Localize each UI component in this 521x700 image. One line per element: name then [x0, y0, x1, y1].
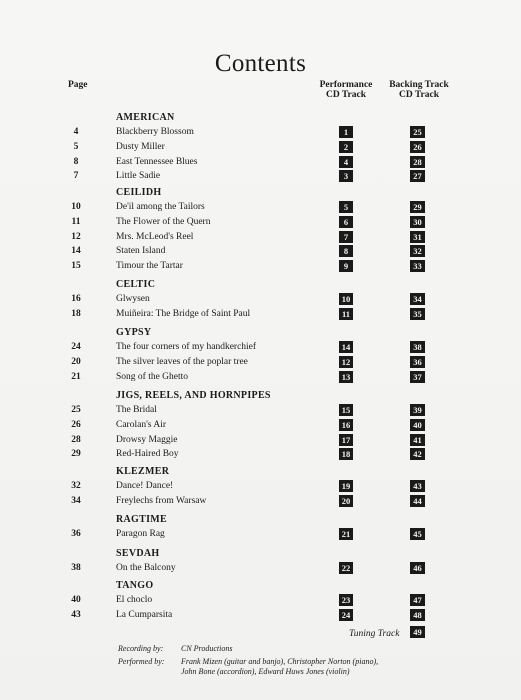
- list-item: [0, 156, 521, 170]
- page-number: 24: [71, 342, 81, 352]
- performance-track-number: 2: [339, 141, 353, 153]
- column-header-performance-line2: CD Track: [325, 90, 367, 100]
- song-title: The four corners of my handkerchief: [116, 342, 257, 352]
- backing-track-number: 36: [410, 356, 425, 368]
- list-item: [0, 245, 521, 259]
- page-number: 26: [71, 419, 81, 430]
- section-heading: AMERICAN: [116, 112, 175, 123]
- performance-track-number: 11: [339, 308, 353, 320]
- list-item: [0, 434, 521, 448]
- song-title: Freylechs from Warsaw: [116, 495, 207, 506]
- section-heading: SEVDAH: [116, 548, 160, 559]
- list-item: [0, 201, 521, 215]
- backing-track-number: 45: [410, 528, 425, 540]
- song-title: East Tennessee Blues: [116, 156, 198, 167]
- section-heading: RAGTIME: [116, 514, 167, 525]
- performance-track-number: 4: [339, 156, 353, 168]
- section-heading: CEILIDH: [116, 187, 162, 198]
- column-header-backing-line2: CD Track: [398, 90, 440, 100]
- backing-track-number: 47: [410, 594, 425, 606]
- list-item: [0, 528, 521, 542]
- performed-by-line1: Frank Mizen (guitar and banjo), Christopher Norton (piano),: [181, 657, 379, 666]
- backing-track-number: 46: [410, 562, 425, 574]
- performance-track-number: 7: [339, 231, 353, 243]
- section-heading: CELTIC: [116, 279, 156, 290]
- tuning-track-label: Tuning Track: [349, 629, 400, 639]
- backing-track-number: 32: [410, 245, 425, 257]
- performance-track-number: 13: [339, 371, 353, 383]
- recording-by-label: Recording by:: [118, 644, 164, 653]
- list-item: [0, 341, 521, 355]
- page-number: 16: [71, 294, 81, 304]
- backing-track-number: 37: [410, 371, 425, 383]
- column-header-performance-line1: Performance: [319, 80, 373, 90]
- song-title: On the Balcony: [116, 563, 176, 573]
- list-item: [0, 170, 521, 184]
- page-title: Contents: [214, 50, 307, 77]
- page-number: 21: [71, 371, 81, 382]
- page-number: 32: [71, 481, 81, 491]
- list-item: [0, 480, 521, 494]
- performance-track-number: 23: [339, 594, 353, 606]
- list-item: [0, 356, 521, 370]
- song-title: La Cumparsita: [116, 609, 173, 620]
- song-title: De'il among the Tailors: [116, 202, 205, 212]
- song-title: Little Sadie: [116, 171, 161, 182]
- song-title: Blackberry Blossom: [116, 127, 194, 137]
- backing-track-number: 35: [410, 308, 425, 320]
- backing-track-number: 40: [410, 419, 425, 431]
- list-item: [0, 404, 521, 418]
- performance-track-number: 16: [339, 419, 353, 431]
- page-number: 14: [71, 246, 81, 257]
- page-number: 11: [71, 216, 81, 227]
- page-number: 34: [71, 495, 81, 506]
- page-number: 5: [73, 141, 79, 152]
- backing-track-number: 34: [410, 293, 425, 305]
- backing-track-number: 39: [410, 404, 425, 416]
- list-item: [0, 448, 521, 462]
- section-heading: JIGS, REELS, AND HORNPIPES: [116, 390, 271, 401]
- backing-track-number: 26: [410, 141, 425, 153]
- column-header-backing: [383, 80, 455, 100]
- page-number: 38: [71, 563, 81, 573]
- performance-track-number: 18: [339, 448, 353, 460]
- performance-track-number: 12: [339, 356, 353, 368]
- performance-track-number: 8: [339, 245, 353, 257]
- page-number: 36: [71, 529, 81, 539]
- page-number: 4: [73, 127, 79, 137]
- column-header-performance: [310, 80, 382, 100]
- backing-track-number: 42: [410, 448, 425, 460]
- song-title: Dance! Dance!: [116, 481, 174, 491]
- section-heading: TANGO: [116, 580, 154, 591]
- section-heading: GYPSY: [116, 327, 152, 338]
- performance-track-number: 10: [339, 293, 353, 305]
- song-title: Paragon Rag: [116, 529, 165, 539]
- backing-track-number: 29: [410, 201, 425, 213]
- song-title: Carolan's Air: [116, 419, 166, 430]
- page-number: 43: [71, 609, 81, 620]
- page-number: 25: [71, 405, 81, 415]
- column-header-backing-line1: Backing Track: [389, 80, 449, 90]
- performance-track-number: 19: [339, 480, 353, 492]
- tuning-track-number: 49: [410, 626, 425, 638]
- song-title: Glwysen: [116, 294, 150, 304]
- page-number: 15: [71, 261, 81, 272]
- song-title: El choclo: [116, 595, 153, 605]
- backing-track-number: 38: [410, 341, 425, 353]
- performance-track-number: 6: [339, 216, 353, 228]
- section-heading: KLEZMER: [116, 466, 170, 477]
- list-item: [0, 293, 521, 307]
- list-item: [0, 260, 521, 274]
- performed-by-label: Performed by:: [118, 657, 165, 666]
- list-item: [0, 609, 521, 623]
- song-title: Drowsy Maggie: [116, 434, 178, 445]
- song-title: Red-Haired Boy: [116, 449, 179, 460]
- performance-track-number: 3: [339, 170, 353, 182]
- song-title: Mrs. McLeod's Reel: [116, 231, 194, 242]
- page-number: 12: [71, 231, 81, 242]
- song-title: Staten Island: [116, 246, 166, 257]
- list-item: [0, 371, 521, 385]
- list-item: [0, 308, 521, 322]
- performance-track-number: 14: [339, 341, 353, 353]
- page-number: 29: [71, 449, 81, 460]
- list-item: [0, 216, 521, 230]
- performance-track-number: 15: [339, 404, 353, 416]
- page-number: 8: [73, 156, 79, 167]
- page-number: 20: [71, 356, 81, 367]
- backing-track-number: 44: [410, 495, 425, 507]
- performed-by-line2: John Bone (accordion), Edward Huws Jones (violin): [181, 667, 350, 676]
- list-item: [0, 126, 521, 140]
- page-number: 40: [71, 595, 81, 605]
- page-number: 10: [71, 202, 81, 212]
- backing-track-number: 25: [410, 126, 425, 138]
- backing-track-number: 41: [410, 434, 425, 446]
- backing-track-number: 33: [410, 260, 425, 272]
- page-number: 18: [71, 308, 81, 319]
- performance-track-number: 21: [339, 528, 353, 540]
- list-item: [0, 562, 521, 576]
- song-title: Timour the Tartar: [116, 261, 183, 272]
- backing-track-number: 28: [410, 156, 425, 168]
- performance-track-number: 20: [339, 495, 353, 507]
- backing-track-number: 31: [410, 231, 425, 243]
- song-title: Song of the Ghetto: [116, 371, 189, 382]
- performance-track-number: 5: [339, 201, 353, 213]
- list-item: [0, 141, 521, 155]
- song-title: The Flower of the Quern: [116, 216, 211, 227]
- song-title: Dusty Miller: [116, 141, 165, 152]
- recording-by-value: CN Productions: [181, 644, 233, 653]
- backing-track-number: 43: [410, 480, 425, 492]
- list-item: [0, 231, 521, 245]
- song-title: The Bridal: [116, 405, 157, 415]
- backing-track-number: 27: [410, 170, 425, 182]
- song-title: The silver leaves of the poplar tree: [116, 356, 248, 367]
- backing-track-number: 30: [410, 216, 425, 228]
- column-header-page: Page: [68, 80, 88, 90]
- performance-track-number: 9: [339, 260, 353, 272]
- list-item: [0, 594, 521, 608]
- performance-track-number: 17: [339, 434, 353, 446]
- performance-track-number: 24: [339, 609, 353, 621]
- list-item: [0, 419, 521, 433]
- song-title: Muiñeira: The Bridge of Saint Paul: [116, 308, 251, 319]
- list-item: [0, 495, 521, 509]
- performance-track-number: 1: [339, 126, 353, 138]
- performance-track-number: 22: [339, 562, 353, 574]
- page-number: 28: [71, 434, 81, 445]
- page-number: 7: [73, 171, 79, 182]
- backing-track-number: 48: [410, 609, 425, 621]
